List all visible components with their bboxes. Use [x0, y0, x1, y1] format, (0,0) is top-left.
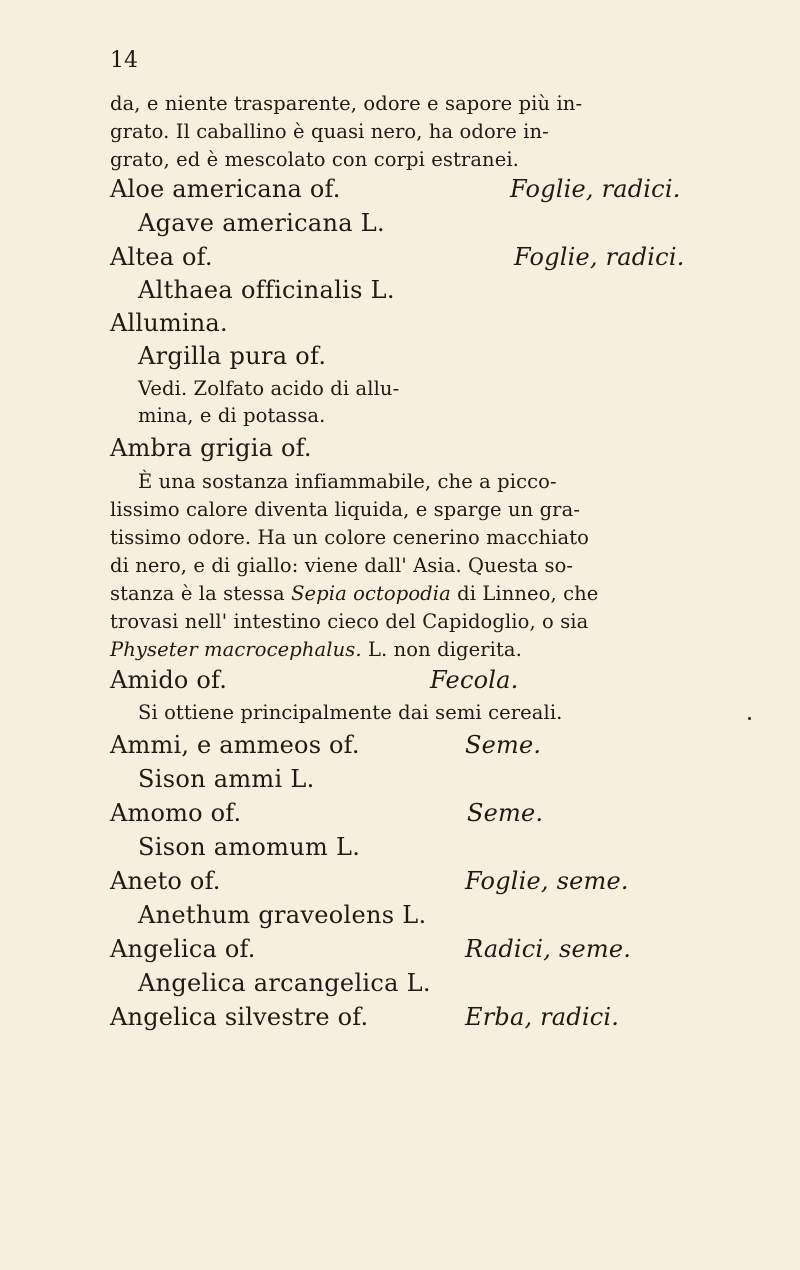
text-run: L. non digerita. — [367, 638, 522, 661]
entry-latin: Sison ammi L. — [138, 765, 315, 793]
text-line: mina, e di potassa. — [138, 404, 326, 427]
entry-name: Aneto of. — [110, 867, 221, 895]
entry-latin: Althaea officinalis L. — [138, 276, 395, 304]
entry-parts: Foglie, radici. — [514, 243, 685, 271]
entry-latin: Agave americana L. — [138, 209, 385, 237]
text-line: grato. Il caballino è quasi nero, ha odore in- — [110, 120, 549, 143]
entry-parts: Seme. — [467, 799, 544, 827]
text-line: lissimo calore diventa liquida, e sparge un gra- — [110, 498, 581, 521]
species-name: Physeter macrocephalus. — [110, 638, 362, 661]
text-line: tissimo odore. Ha un colore cenerino macchiato — [110, 526, 589, 549]
entry-name: Allumina. — [110, 309, 228, 337]
text-line — [110, 582, 598, 605]
entry-parts: Seme. — [465, 731, 542, 759]
text-line: trovasi nell' intestino cieco del Capidoglio, o sia — [110, 610, 589, 633]
text-line: È una sostanza infiammabile, che a picco- — [138, 470, 557, 493]
text-line: grato, ed è mescolato con corpi estranei. — [110, 148, 519, 171]
entry-parts: Foglie, seme. — [465, 867, 629, 895]
entry-name: Ambra grigia of. — [110, 434, 312, 462]
text-line: Vedi. Zolfato acido di allu- — [138, 377, 400, 400]
entry-name: Angelica of. — [110, 935, 256, 963]
entry-name: Amido of. — [110, 666, 228, 694]
entry-latin: Angelica arcangelica L. — [138, 969, 431, 997]
text-line: Si ottiene principalmente dai semi cereali. — [138, 701, 563, 724]
text-run: stanza è la stessa — [110, 582, 285, 605]
entry-name: Aloe americana of. — [110, 175, 341, 203]
entry-parts: Fecola. — [430, 666, 519, 694]
ink-speck — [748, 717, 751, 720]
entry-name: Ammi, e ammeos of. — [110, 731, 360, 759]
species-name: Sepia octopodia — [291, 582, 451, 605]
entry-latin: Sison amomum L. — [138, 833, 361, 861]
text-line: da, e niente trasparente, odore e sapore più in- — [110, 92, 583, 115]
entry-latin: Anethum graveolens L. — [138, 901, 427, 929]
entry-parts: Radici, seme. — [465, 935, 632, 963]
entry-name: Amomo of. — [110, 799, 242, 827]
page-number: 14 — [110, 48, 138, 73]
entry-parts: Foglie, radici. — [510, 175, 681, 203]
text-line: di nero, e di giallo: viene dall' Asia. Questa so- — [110, 554, 574, 577]
entry-name: Angelica silvestre of. — [110, 1003, 369, 1031]
entry-parts: Erba, radici. — [465, 1003, 620, 1031]
entry-name: Altea of. — [110, 243, 213, 271]
text-run: di Linneo, che — [457, 582, 599, 605]
text-line — [110, 638, 522, 661]
entry-latin: Argilla pura of. — [138, 342, 327, 370]
